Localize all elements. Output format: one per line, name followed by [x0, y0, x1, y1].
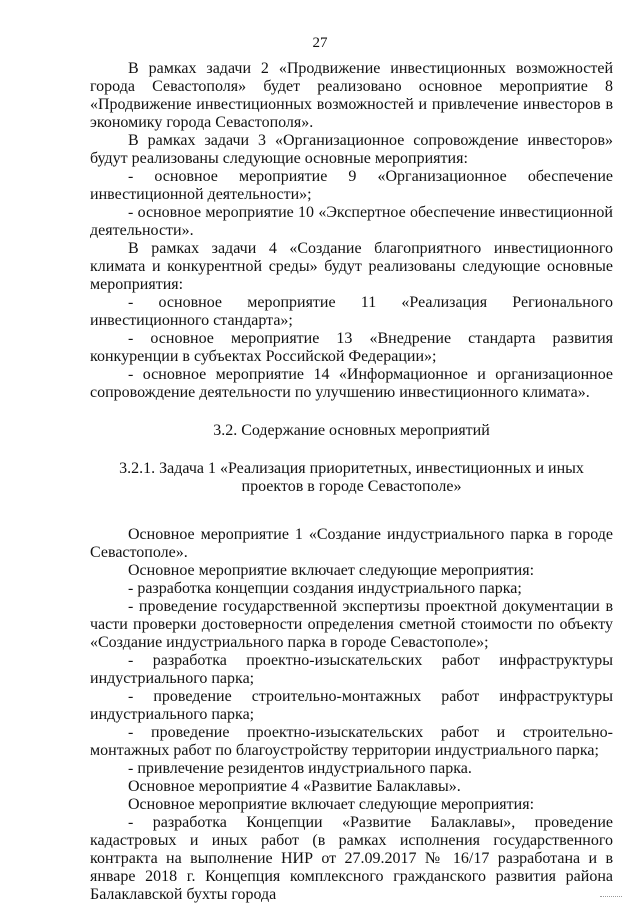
- spacer: [90, 402, 613, 422]
- paragraph-task2: В рамках задачи 2 «Продвижение инвестиционных возможностей города Севастополя» будет реализовано основное мероприятие 8 «Продвижение инвестиционных возможностей и привлечение инвесторов в экономику города Севастополя».: [90, 60, 613, 131]
- list-item-measure-11: - основное мероприятие 11 «Реализация Регионального инвестиционного стандарта»;: [90, 294, 613, 329]
- spacer: [90, 440, 613, 460]
- list-item-construction-works: - проведение строительно-монтажных работ инфраструктуры индустриального парка;: [90, 688, 613, 723]
- list-item-landscaping-works: - проведение проектно-изыскательских работ и строительно-монтажных работ по благоустройству территории индустриального парка;: [90, 724, 613, 759]
- list-item-measure-9: - основное мероприятие 9 «Организационное обеспечение инвестиционной деятельности»;: [90, 168, 613, 203]
- list-item-measure-13: - основное мероприятие 13 «Внедрение стандарта развития конкуренции в субъектах Российской Федерации»;: [90, 330, 613, 365]
- list-item-measure-14: - основное мероприятие 14 «Информационное и организационное сопровождение деятельности по улучшению инвестиционного климата».: [90, 366, 613, 401]
- list-item-measure-10: - основное мероприятие 10 «Экспертное обеспечение инвестиционной деятельности».: [90, 204, 613, 239]
- paragraph-measure-4: Основное мероприятие 4 «Развитие Балаклавы».: [128, 778, 461, 795]
- paragraph-task4-intro: В рамках задачи 4 «Создание благоприятного инвестиционного климата и конкурентной среды» будут реализованы следующие основные мероприятия:: [90, 240, 613, 293]
- task-heading: 3.2.1. Задача 1 «Реализация приоритетных, инвестиционных и иных проектов в городе Севастополе»: [119, 460, 584, 495]
- list-item-residents: - привлечение резидентов индустриального парка.: [128, 760, 472, 777]
- paragraph-task3-intro: В рамках задачи 3 «Организационное сопровождение инвесторов» будут реализованы следующие основные мероприятия:: [90, 132, 613, 167]
- paragraph-measure-4-includes: Основное мероприятие включает следующие мероприятия:: [128, 796, 535, 813]
- section-heading: 3.2. Содержание основных мероприятий: [213, 422, 490, 439]
- list-item-expertise: - проведение государственной экспертизы проектной документации в части проверки достоверности определения сметной стоимости по объекту «Создание индустриального парка в городе Севастополе»;: [90, 598, 613, 651]
- list-item-concept: - разработка концепции создания индустриального парка;: [128, 580, 522, 597]
- spacer: [90, 496, 613, 526]
- scan-corner-mark: [600, 896, 622, 901]
- page-number: 27: [312, 35, 328, 51]
- paragraph-measure-1-includes: Основное мероприятие включает следующие мероприятия:: [128, 562, 535, 579]
- page-content: [90, 60, 613, 904]
- paragraph-measure-1: Основное мероприятие 1 «Создание индустриального парка в городе Севастополе».: [90, 526, 613, 561]
- list-item-design-works: - разработка проектно-изыскательских работ инфраструктуры индустриального парка;: [90, 652, 613, 687]
- list-item-balaklava-concept: - разработка Концепции «Развитие Балаклавы», проведение кадастровых и иных работ (в рамках исполнения государственного контракта на выполнение НИР от 27.09.2017 № 16/17 разработана и в январе 2018 г. Концепция комплексного гражданского развития района Балаклавской бухты города: [90, 814, 613, 903]
